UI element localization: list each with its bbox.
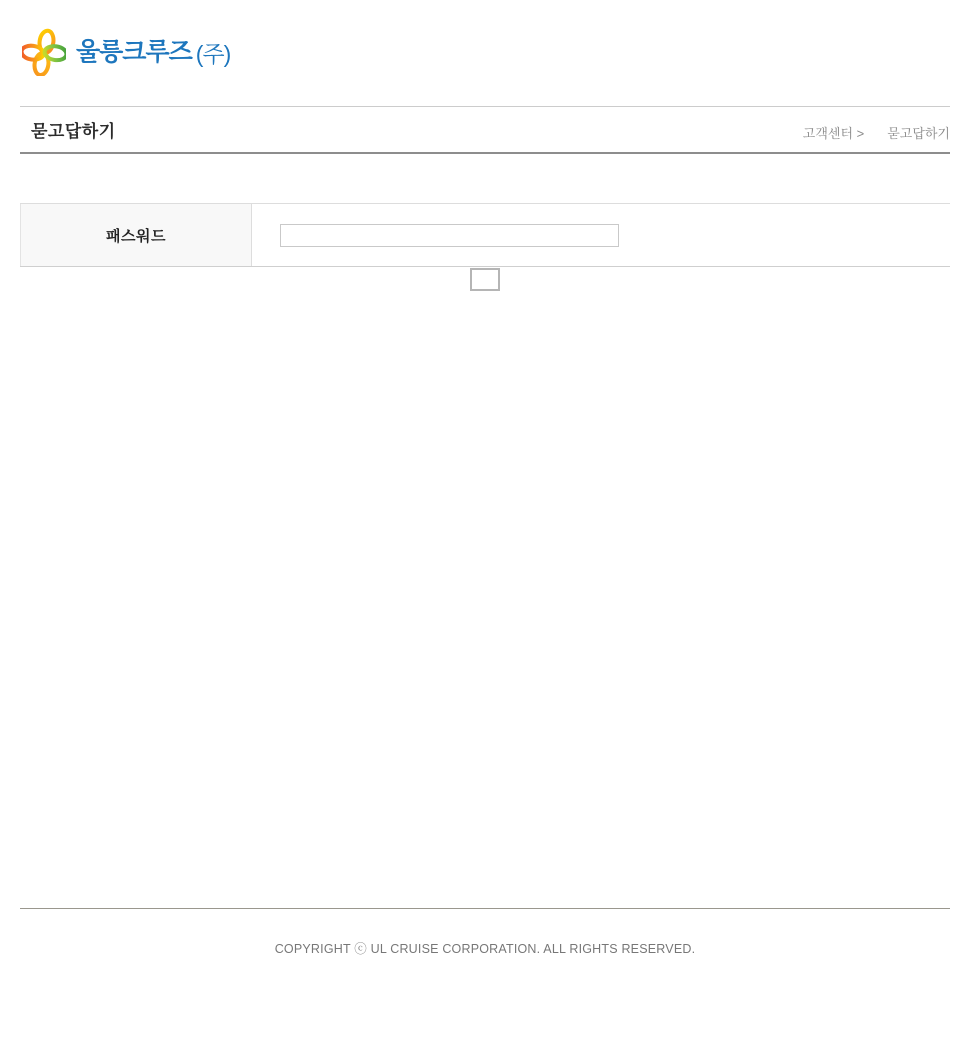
breadcrumb-item-qna[interactable]: 묻고답하기 <box>887 126 950 141</box>
copyright-text: COPYRIGHT ⓒ UL CRUISE CORPORATION. ALL RIGHTS RESERVED. <box>274 942 696 956</box>
logo-company-name: 울릉크루즈 <box>76 37 192 66</box>
password-label: 패스워드 <box>20 204 252 266</box>
footer <box>20 908 950 958</box>
password-form-table <box>20 203 950 267</box>
logo-company-suffix: (주) <box>195 40 231 67</box>
submit-button[interactable] <box>470 268 500 291</box>
submit-row <box>0 268 970 291</box>
header <box>0 0 970 76</box>
title-bar <box>20 106 950 154</box>
breadcrumb <box>803 123 950 142</box>
logo[interactable] <box>22 28 230 76</box>
page-title: 묻고답하기 <box>31 122 116 141</box>
logo-flower-icon <box>22 28 66 76</box>
password-input-cell <box>252 204 950 266</box>
breadcrumb-item-customer-center[interactable]: 고객센터 > <box>802 126 865 141</box>
password-input[interactable] <box>280 224 619 247</box>
